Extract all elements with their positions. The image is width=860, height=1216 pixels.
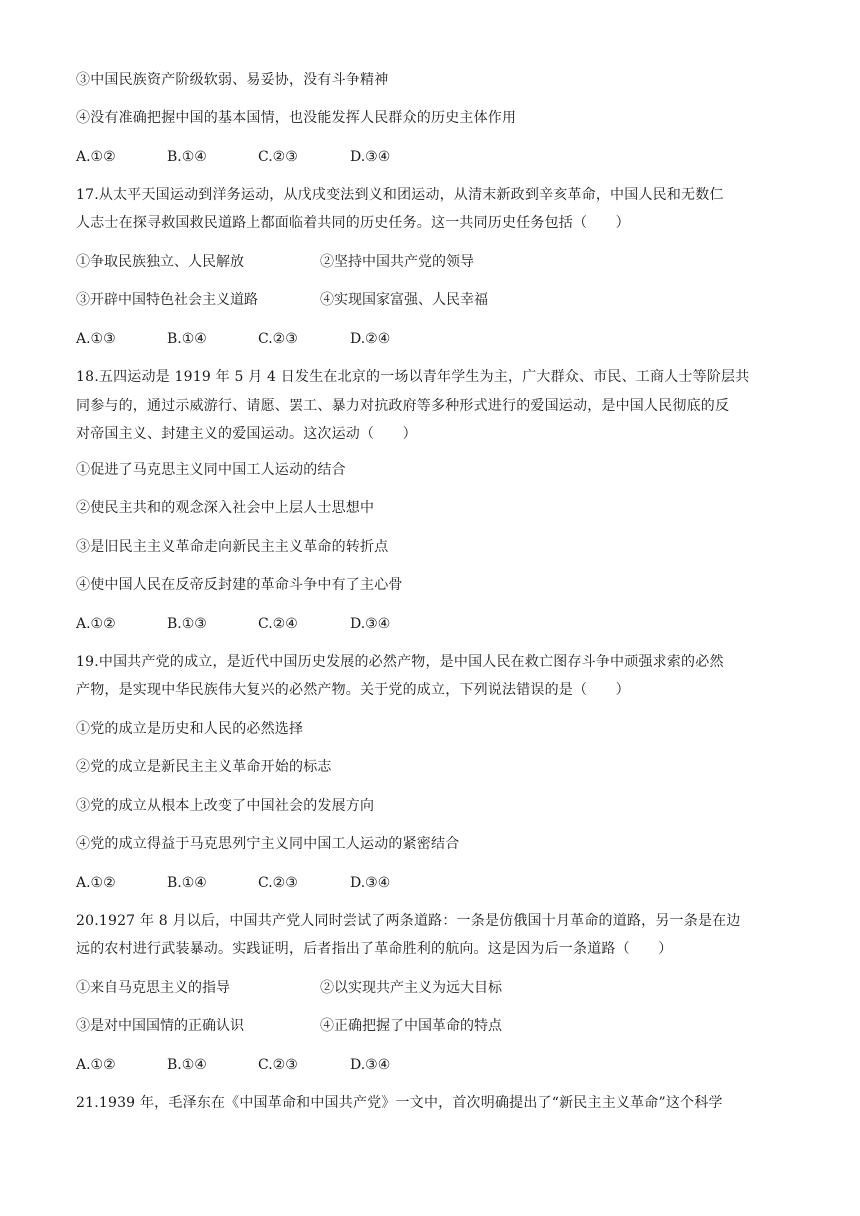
q16-option-a: A.①② [76, 149, 116, 165]
q18-statement-4: ④使中国人民在反帝反封建的革命斗争中有了主心骨 [76, 577, 403, 593]
q17-option-c: C.②③ [258, 331, 298, 347]
q19-stem-line-2: 产物，是实现中华民族伟大复兴的必然产物。关于党的成立，下列说法错误的是（ ） [76, 682, 630, 698]
q17-statements-row-1 [76, 252, 474, 272]
q17-option-d: D.②④ [350, 331, 391, 347]
q17-option-b: B.①④ [167, 331, 207, 347]
q17-stem-line-2: 人志士在探寻救国救民道路上都面临着共同的历史任务。这一共同历史任务包括（ ） [76, 215, 630, 231]
q18-stem-line-1: 18.五四运动是 1919 年 5 月 4 日发生在北京的一场以青年学生为主，广大群众、市民、工商人士等阶层共 [76, 369, 750, 385]
q20-statement-1: ①来自马克思主义的指导 [76, 980, 230, 996]
q20-statements-row-1 [76, 978, 502, 998]
q18-option-a: A.①② [76, 616, 116, 632]
q20-stem-line-1: 20.1927 年 8 月以后，中国共产党人同时尝试了两条道路：一条是仿俄国十月革命的道路，另一条是在边 [76, 913, 741, 929]
q17-statement-3: ③开辟中国特色社会主义道路 [76, 292, 258, 308]
q17-stem-line-1: 17.从太平天国运动到洋务运动，从戊戌变法到义和团运动，从清末新政到辛亥革命，中国人民和无数仁 [76, 187, 724, 203]
q16-statement-3: ③中国民族资产阶级软弱、易妥协，没有斗争精神 [76, 72, 389, 88]
q18-stem-line-3: 对帝国主义、封建主义的爱国运动。这次运动（ ） [76, 426, 417, 442]
q16-statement-4: ④没有准确把握中国的基本国情，也没能发挥人民群众的历史主体作用 [76, 110, 517, 126]
q17-option-a: A.①③ [76, 331, 116, 347]
q20-option-a: A.①② [76, 1057, 116, 1073]
q20-stem-line-2: 远的农村进行武装暴动。实践证明，后者指出了革命胜利的航向。这是因为后一条道路（ ） [76, 941, 673, 957]
q18-option-b: B.①③ [167, 616, 207, 632]
q19-option-c: C.②③ [258, 875, 298, 891]
q18-stem-line-2: 同参与的，通过示威游行、请愿、罢工、暴力对抗政府等多种形式进行的爱国运动，是中国人民彻底的反 [76, 398, 730, 414]
q17-statement-2: ②坚持中国共产党的领导 [320, 254, 474, 270]
q20-statement-3: ③是对中国国情的正确认识 [76, 1018, 244, 1034]
q18-option-c: C.②④ [258, 616, 298, 632]
q19-option-b: B.①④ [167, 875, 207, 891]
q18-statement-3: ③是旧民主主义革命走向新民主主义革命的转折点 [76, 539, 389, 555]
q19-statement-3: ③党的成立从根本上改变了中国社会的发展方向 [76, 798, 375, 814]
q19-stem-line-1: 19.中国共产党的成立，是近代中国历史发展的必然产物，是中国人民在救亡图存斗争中顽强求索的必然 [76, 654, 724, 670]
q19-option-a: A.①② [76, 875, 116, 891]
q17-statement-4: ④实现国家富强、人民幸福 [320, 292, 488, 308]
q18-option-d: D.③④ [350, 616, 391, 632]
q17-statement-1: ①争取民族独立、人民解放 [76, 254, 244, 270]
q16-option-d: D.③④ [350, 149, 391, 165]
q20-statement-2: ②以实现共产主义为远大目标 [320, 980, 502, 996]
q17-statements-row-2 [76, 290, 488, 310]
q19-option-d: D.③④ [350, 875, 391, 891]
q20-statement-4: ④正确把握了中国革命的特点 [320, 1018, 502, 1034]
q16-option-b: B.①④ [167, 149, 207, 165]
q20-option-b: B.①④ [167, 1057, 207, 1073]
q18-statement-2: ②使民主共和的观念深入社会中上层人士思想中 [76, 500, 375, 516]
q16-option-c: C.②③ [258, 149, 298, 165]
q20-statements-row-2 [76, 1016, 502, 1036]
q21-stem-line-1: 21.1939 年，毛泽东在《中国革命和中国共产党》一文中，首次明确提出了“新民主主义革命”这个科学 [76, 1095, 723, 1111]
q19-statement-2: ②党的成立是新民主主义革命开始的标志 [76, 759, 332, 775]
q18-statement-1: ①促进了马克思主义同中国工人运动的结合 [76, 462, 346, 478]
q20-option-c: C.②③ [258, 1057, 298, 1073]
q19-statement-4: ④党的成立得益于马克思列宁主义同中国工人运动的紧密结合 [76, 836, 460, 852]
q19-statement-1: ①党的成立是历史和人民的必然选择 [76, 721, 304, 737]
q20-option-d: D.③④ [350, 1057, 391, 1073]
